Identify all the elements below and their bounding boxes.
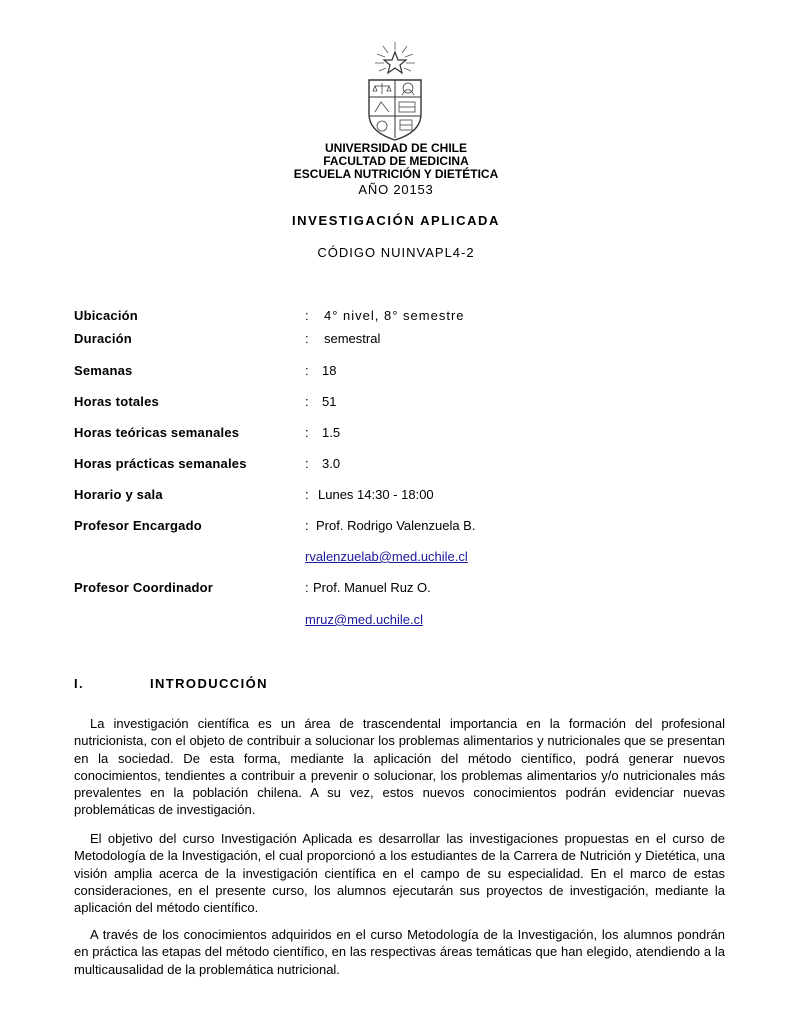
horario-value: Lunes 14:30 - 18:00 (318, 487, 434, 502)
semanas-colon: : (305, 363, 309, 378)
horas-teoricas-colon: : (305, 425, 309, 440)
horas-totales-label: Horas totales (74, 394, 159, 409)
duracion-label: Duración (74, 331, 132, 346)
profesor-coordinador-value: Prof. Manuel Ruz O. (313, 580, 431, 595)
intro-paragraph-3: A través de los conocimientos adquiridos en el curso Metodología de la Investigación, los alumnos pondrán en práctica las etapas del método científico, en las respectivas áreas temáticas que han elegido, atendiendo a la multicausalidad de la problemática nutricional. (74, 927, 725, 977)
intro-paragraph-2: El objetivo del curso Investigación Aplicada es desarrollar las investigaciones propuestas en el curso de Metodología de la Investigación, el cual proporcionó a los estudiantes de la Carrera de Nutrición y Dietética, una visión amplia acerca de la investigación científica en el campo de su especialidad. En el marco de estas consideraciones, en el presente curso, los alumnos ejecutarán sus proyectos de investigación, mediante la aplicación del método científico. (74, 831, 725, 916)
horas-totales-value: 51 (322, 394, 337, 409)
duracion-value: semestral (324, 331, 381, 346)
section-number: I. (74, 676, 85, 691)
profesor-encargado-value: Prof. Rodrigo Valenzuela B. (316, 518, 476, 533)
course-title: INVESTIGACIÓN APLICADA (291, 213, 501, 228)
section-title: INTRODUCCIÓN (150, 676, 268, 691)
profesor-coordinador-label: Profesor Coordinador (74, 580, 214, 595)
intro-paragraph-1: La investigación científica es un área de trascendental importancia en la formación del profesional nutricionista, con el objeto de contribuir a solucionar los problemas alimentarios y nutricionales que se presentan en la sociedad. De esta forma, mediante la aplicación del método científico, podrá generar nuevos conocimientos, tendientes a contribuir a prevenir o solucionar, los problemas alimentarios y/o nutricionales más prevalentes en la población chilena. A su vez, estos nuevos conocimientos podrán evidenciar nuevas problemáticas de investigación. (74, 716, 725, 818)
ubicacion-colon: : (305, 308, 309, 323)
horas-practicas-label: Horas prácticas semanales (74, 456, 247, 471)
university-crest-logo (355, 40, 435, 142)
ubicacion-label: Ubicación (74, 308, 138, 323)
horario-colon: : (305, 487, 309, 502)
profesor-coordinador-colon: : (305, 580, 309, 595)
horas-totales-colon: : (305, 394, 309, 409)
faculty-name: FACULTAD DE MEDICINA (323, 154, 469, 168)
profesor-encargado-label: Profesor Encargado (74, 518, 202, 533)
horas-teoricas-value: 1.5 (322, 425, 341, 440)
university-name: UNIVERSIDAD DE CHILE (324, 141, 467, 155)
ubicacion-value: 4° nivel, 8° semestre (324, 308, 465, 323)
semanas-label: Semanas (74, 363, 133, 378)
course-code: CÓDIGO NUINVAPL4-2 (317, 245, 475, 260)
profesor-encargado-email-link[interactable]: rvalenzuelab@med.uchile.cl (305, 549, 468, 564)
profesor-coordinador-email-link[interactable]: mruz@med.uchile.cl (305, 612, 423, 627)
duracion-colon: : (305, 331, 309, 346)
horas-practicas-colon: : (305, 456, 309, 471)
horas-practicas-value: 3.0 (322, 456, 341, 471)
school-name: ESCUELA NUTRICIÓN Y DIETÉTICA (293, 167, 499, 181)
academic-year: AÑO 20153 (358, 182, 434, 197)
horas-teoricas-label: Horas teóricas semanales (74, 425, 240, 440)
horario-label: Horario y sala (74, 487, 163, 502)
profesor-encargado-colon: : (305, 518, 309, 533)
semanas-value: 18 (322, 363, 337, 378)
